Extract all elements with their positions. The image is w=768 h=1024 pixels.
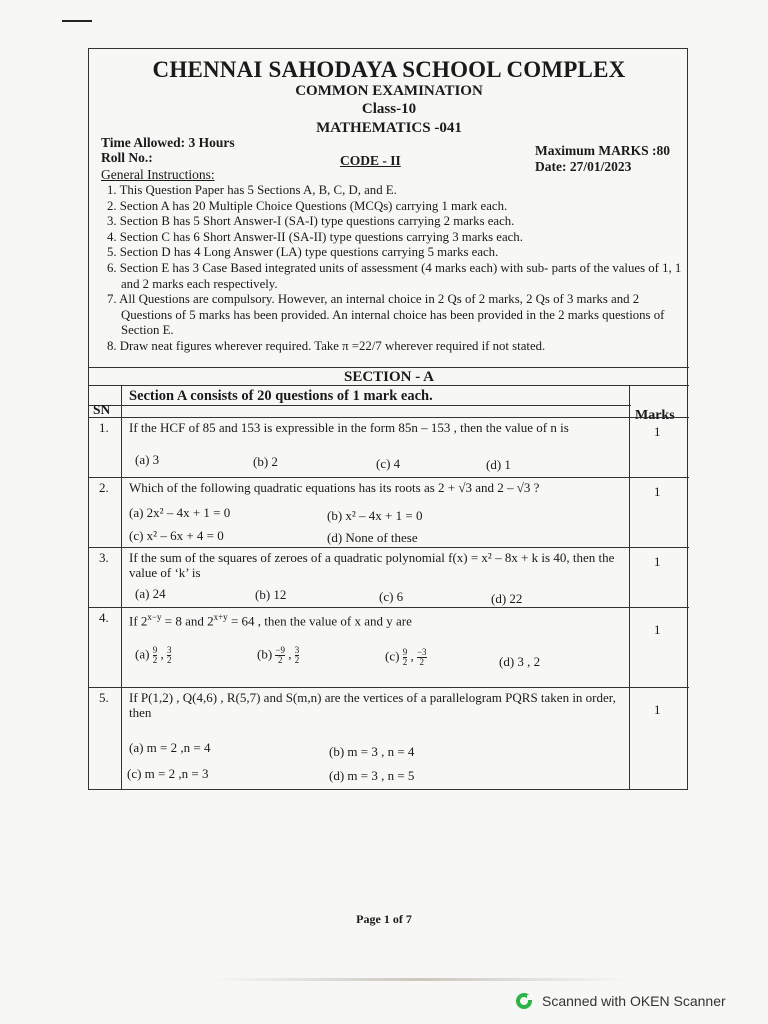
option-d: (d) 1	[486, 457, 511, 472]
question-text: If the HCF of 85 and 153 is expressible in the form 85n – 153 , then the value of n is	[129, 420, 569, 435]
option-c: (c) x² – 6x + 4 = 0	[129, 528, 224, 543]
question-marks: 1	[654, 484, 661, 499]
question-number: 2.	[99, 480, 109, 495]
option-a: (a) m = 2 ,n = 4	[129, 740, 211, 755]
option-a: (a) 2x² – 4x + 1 = 0	[129, 505, 231, 520]
question-marks: 1	[654, 554, 661, 569]
question-paper-frame	[88, 48, 688, 790]
section-title: SECTION - A	[89, 367, 689, 386]
time-allowed: Time Allowed: 3 Hours	[101, 135, 235, 150]
question-row	[89, 687, 689, 791]
option-d: (d) None of these	[327, 530, 418, 545]
question-text: If the sum of the squares of zeroes of a quadratic polynomial f(x) = x² – 8x + k is 40, then the value of ‘k’ is	[129, 550, 615, 580]
option-b: (b) m = 3 , n = 4	[329, 744, 415, 759]
option-a: (a) $\frac{9}{2}$ , $\frac{3}{2}$	[135, 645, 172, 665]
maximum-marks: Maximum MARKS :80	[535, 143, 670, 158]
school-name: CHENNAI SAHODAYA SCHOOL COMPLEX	[152, 57, 626, 82]
instruction-item: 7. All Questions are compulsory. However, an internal choice in 2 Qs of 2 marks, 2 Qs of 3 marks and 2 Questions of 5 marks has been provided. An internal choice has been provided in the 2 marks questions of Section E.	[107, 292, 665, 338]
option-a: (a) 3	[135, 452, 160, 467]
paper-code: CODE - II	[340, 153, 401, 168]
question-number: 5.	[99, 690, 109, 705]
instruction-item: 3. Section B has 5 Short Answer-I (SA-I) type questions carrying 2 marks each.	[107, 214, 515, 229]
question-number: 4.	[99, 610, 109, 625]
page-number: Page 1 of 7	[356, 912, 412, 926]
exam-title: COMMON EXAMINATION	[295, 83, 483, 99]
question-row	[89, 547, 689, 607]
option-b: (b) 12	[255, 587, 287, 602]
option-d: (d) m = 3 , n = 5	[329, 768, 415, 783]
marks-column-header: Marks	[635, 408, 675, 423]
class-label: Class-10	[361, 101, 417, 117]
question-row	[89, 477, 689, 547]
instruction-item: 4. Section C has 6 Short Answer-II (SA-II) type questions carrying 3 marks each.	[107, 229, 523, 244]
instructions-title: General Instructions:	[101, 167, 215, 182]
margin-mark	[62, 20, 92, 22]
instructions-list	[103, 183, 687, 355]
instruction-item: 2. Section A has 20 Multiple Choice Questions (MCQs) carrying 1 mark each.	[107, 198, 508, 213]
instruction-item: 8. Draw neat figures wherever required. Take π =22/7 wherever required if not stated.	[107, 338, 546, 353]
watermark-text: Scanned with OKEN Scanner	[542, 993, 726, 1009]
question-row	[89, 417, 689, 477]
option-c: (c) 4	[376, 456, 401, 471]
scanner-watermark	[516, 990, 726, 1012]
scan-smudge	[210, 978, 630, 981]
option-b: (b) 2	[253, 454, 278, 469]
instruction-item: 1. This Question Paper has 5 Sections A, B, C, D, and E.	[107, 183, 397, 197]
question-text: If $2^{x-y} = 8$ and $2^{x+y} = 64$ , then the value of x and y are	[129, 612, 412, 629]
question-number: 1.	[99, 420, 109, 435]
question-text: If P(1,2) , Q(4,6) , R(5,7) and S(m,n) are the vertices of a parallelogram PQRS taken in order, then	[129, 690, 616, 720]
section-subtitle: Section A consists of 20 questions of 1 mark each.	[89, 386, 631, 406]
instruction-item: 5. Section D has 4 Long Answer (LA) type questions carrying 5 marks each.	[107, 245, 499, 260]
question-text: Which of the following quadratic equations has its roots as 2 + √3 and 2 – √3 ?	[129, 480, 540, 495]
option-b: (b) x² – 4x + 1 = 0	[327, 508, 423, 523]
option-c: (c) 6	[379, 589, 404, 604]
question-number: 3.	[99, 550, 109, 565]
roll-number: Roll No.:	[101, 150, 153, 165]
option-c: (c) $\frac{9}{2}$ , $\frac{-3}{2}$	[385, 647, 427, 667]
question-row	[89, 607, 689, 687]
subject-label: MATHEMATICS -041	[316, 120, 462, 136]
option-a: (a) 24	[135, 586, 166, 601]
option-b: (b) $\frac{-9}{2}$ , $\frac{3}{2}$	[257, 645, 300, 665]
instruction-item: 6. Section E has 3 Case Based integrated units of assessment (4 marks each) with sub- parts of the values of 1, 1 and 2 marks each respectively.	[107, 260, 682, 291]
sn-column-header: SN	[93, 402, 111, 417]
option-d: (d) 3 , 2	[499, 654, 541, 669]
exam-date: Date: 27/01/2023	[535, 159, 632, 174]
oken-logo-icon	[516, 993, 532, 1009]
option-d: (d) 22	[491, 591, 523, 606]
question-marks: 1	[654, 424, 661, 439]
option-c: (c) m = 2 ,n = 3	[127, 766, 209, 781]
question-marks: 1	[654, 622, 661, 637]
question-marks: 1	[654, 702, 661, 717]
